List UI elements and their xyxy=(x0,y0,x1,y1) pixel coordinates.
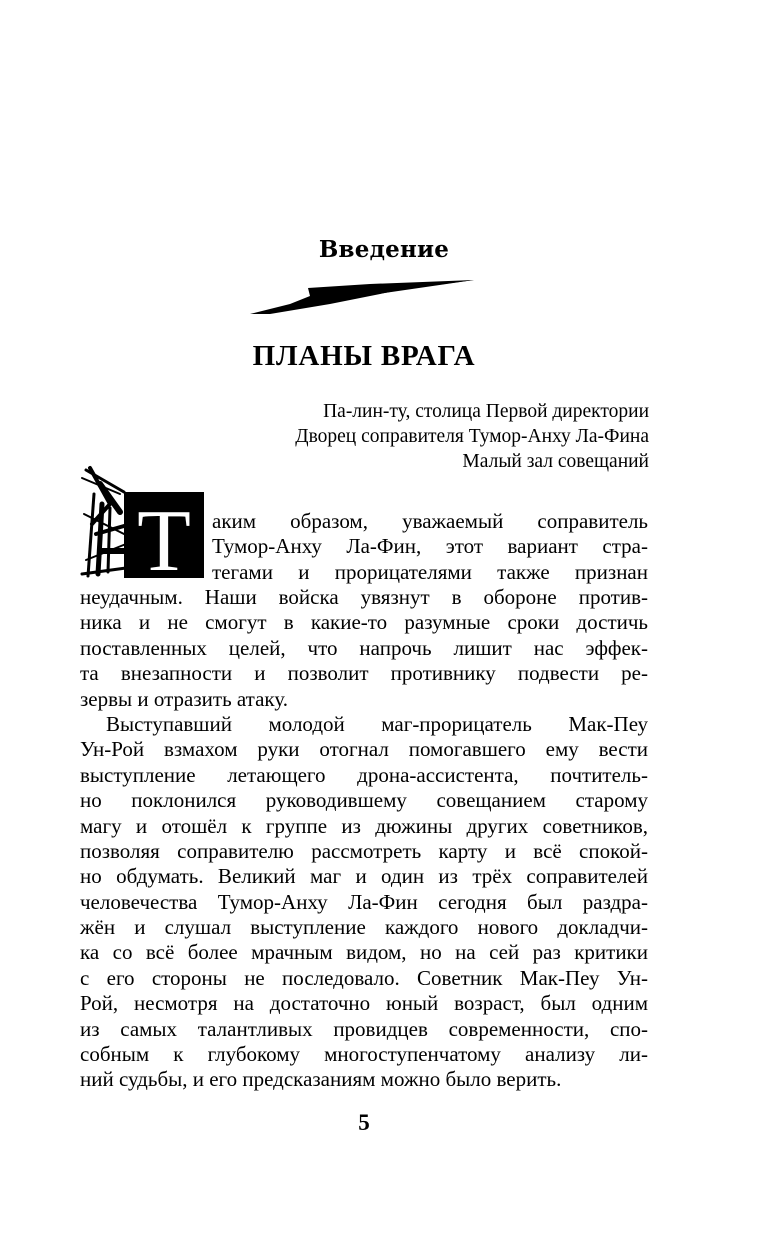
text-line: позволяя соправителю рассмотреть карту и всё спокой- xyxy=(80,838,648,863)
text-line: тегами и прорицателями также признан xyxy=(212,559,648,584)
decorative-swoosh xyxy=(250,278,474,318)
text-line: ка со всё более мрачным видом, но на сей раз критики xyxy=(80,940,648,965)
chapter-heading: Введение xyxy=(318,236,450,263)
paragraph-1-opening xyxy=(212,509,648,585)
text-line: неудачным. Наши войска увязнут в обороне против- xyxy=(80,585,648,609)
text-line: магу и отошёл к группе из дюжины других советников, xyxy=(80,813,648,838)
chapter-title: ПЛАНЫ ВРАГА xyxy=(252,340,476,372)
text-line: зервы и отразить атаку. xyxy=(80,686,288,711)
text-line: Рой, несмотря на достаточно юный возраст, был одним xyxy=(80,991,648,1016)
dropcap-brush-strokes xyxy=(82,468,126,576)
text-line: Выступавший молодой маг-прорицатель Мак-Пеу xyxy=(106,711,648,736)
text-line: аким образом, уважаемый соправитель xyxy=(212,509,648,533)
text-line: та внезапности и позволит противнику подвести ре- xyxy=(80,661,648,686)
text-line: Ун-Рой взмахом руки отогнал помогавшего ему вести xyxy=(80,737,648,762)
drop-cap xyxy=(80,464,208,582)
text-line: ника и не смогут в какие-то разумные сроки достичь xyxy=(80,610,648,635)
epigraph xyxy=(89,399,649,474)
epigraph-line: Дворец соправителя Тумор-Анху Ла-Фина xyxy=(295,426,649,447)
text-line: но обдумать. Великий маг и один из трёх соправителей xyxy=(80,864,648,889)
text-line: выступление летающего дрона-ассистента, почтитель- xyxy=(80,762,648,787)
body-text xyxy=(80,585,648,1093)
text-line: Тумор-Анху Ла-Фин, этот вариант стра- xyxy=(212,534,648,559)
text-line: поставленных целей, что напрочь лишит нас эффек- xyxy=(80,635,648,660)
text-line: из самых талантливых провидцев современности, спо- xyxy=(80,1016,648,1041)
text-line: но поклонился руководившему совещанием старому xyxy=(80,788,648,813)
text-line: с его стороны не последовало. Советник Мак-Пеу Ун- xyxy=(80,965,648,990)
epigraph-line: Па-лин-ту, столица Первой директории xyxy=(323,401,649,422)
epigraph-line: Малый зал совещаний xyxy=(462,451,649,472)
text-line: жён и слушал выступление каждого нового докладчи- xyxy=(80,915,648,940)
text-line: человечества Тумор-Анху Ла-Фин сегодня был раздра- xyxy=(80,889,648,914)
text-line: ний судьбы, и его предсказаниям можно было верить. xyxy=(80,1067,562,1092)
dropcap-letter: Т xyxy=(137,493,191,582)
page-number: 5 xyxy=(358,1110,370,1135)
text-line: собным к глубокому многоступенчатому анализу ли- xyxy=(80,1042,648,1067)
